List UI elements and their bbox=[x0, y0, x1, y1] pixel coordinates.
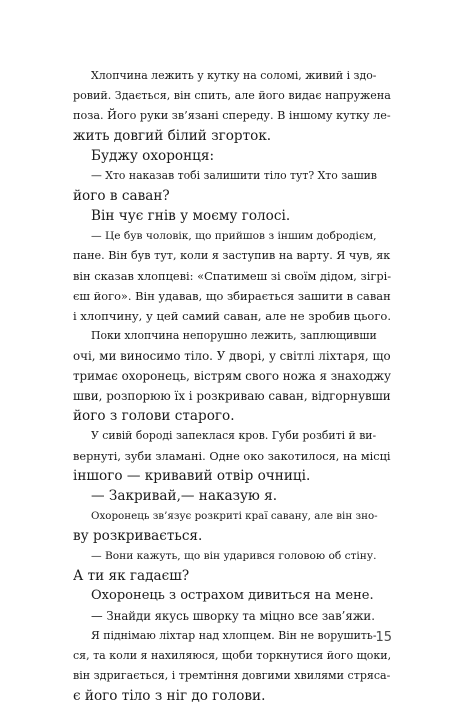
page-number: 15 bbox=[375, 630, 392, 645]
text-line: шви, розпорюю їх і розкриваю саван, відгорнувши bbox=[73, 389, 391, 403]
text-line: Охоронець зв’язує розкриті краї савану, але він зно- bbox=[91, 510, 378, 522]
body-text bbox=[73, 66, 391, 706]
text-line: ся, та коли я нахиляюся, щоби торкнутися його щоки, bbox=[73, 649, 392, 662]
text-line: єш його». Він удавав, що збирається зашити в саван bbox=[73, 289, 391, 303]
paragraph bbox=[73, 206, 391, 226]
paragraph bbox=[73, 326, 391, 426]
text-line: тримає охоронець, вістрям свого ножа я знаходжу bbox=[73, 369, 391, 383]
text-line: Поки хлопчина непорушно лежить, заплющивши bbox=[91, 329, 377, 342]
text-line: Він чує гнів у моєму голосі. bbox=[91, 208, 291, 224]
text-line: є його тіло з ніг до голови. bbox=[73, 688, 266, 704]
text-line: — Закривай,— наказую я. bbox=[91, 488, 278, 504]
paragraph bbox=[73, 226, 391, 326]
paragraph bbox=[73, 166, 391, 206]
text-line: ву розкривається. bbox=[73, 528, 203, 544]
text-line: він сказав хлопцеві: «Спатимеш зі своїм дідом, зігрі- bbox=[73, 269, 392, 283]
text-line: жить довгий білий згорток. bbox=[73, 128, 272, 144]
text-line: він здригається, і тремтіння довгими хвилями стряса- bbox=[73, 669, 391, 682]
text-line: — Це був чоловік, що прийшов з іншим добродієм, bbox=[91, 229, 377, 242]
paragraph bbox=[73, 586, 391, 606]
paragraph bbox=[73, 626, 391, 706]
text-line: — Хто наказав тобі залишити тіло тут? Хто зашив bbox=[91, 169, 377, 182]
paragraph bbox=[73, 506, 391, 546]
paragraph bbox=[73, 146, 391, 166]
text-line: — Знайди якусь шворку та міцно все зав’яжи. bbox=[91, 609, 375, 623]
text-line: іншого — кривавий отвір очниці. bbox=[73, 468, 311, 484]
text-line: Буджу охоронця: bbox=[91, 148, 215, 164]
text-line: Хлопчина лежить у кутку на соломі, живий і здо- bbox=[91, 69, 377, 82]
text-line: А ти як гадаєш? bbox=[73, 568, 190, 584]
paragraph bbox=[73, 66, 391, 146]
text-line: У сивій бороді запеклася кров. Губи розбиті й ви- bbox=[91, 429, 377, 442]
text-line: його в саван? bbox=[73, 188, 170, 204]
text-line: його з голови старого. bbox=[73, 408, 235, 424]
text-line: і хлопчину, у цей самий саван, але не зробив цього. bbox=[73, 309, 391, 323]
text-line: — Вони кажуть, що він ударився головою об стіну. bbox=[91, 549, 377, 562]
paragraph bbox=[73, 546, 391, 586]
text-line: вернуті, зуби зламані. Одне око закотилося, на місці bbox=[73, 449, 391, 463]
text-line: поза. Його руки зв’язані спереду. В іншому кутку ле- bbox=[73, 109, 391, 122]
paragraph bbox=[73, 486, 391, 506]
text-line: пане. Він був тут, коли я заступив на варту. Я чув, як bbox=[73, 249, 391, 262]
text-line: Я піднімаю ліхтар над хлопцем. Він не ворушить- bbox=[91, 629, 377, 642]
text-line: ровий. Здається, він спить, але його видає напружена bbox=[73, 89, 391, 102]
paragraph bbox=[73, 606, 391, 626]
text-line: очі, ми виносимо тіло. У дворі, у світлі ліхтаря, що bbox=[73, 349, 391, 363]
paragraph bbox=[73, 426, 391, 486]
text-line: Охоронець з острахом дивиться на мене. bbox=[91, 588, 374, 603]
